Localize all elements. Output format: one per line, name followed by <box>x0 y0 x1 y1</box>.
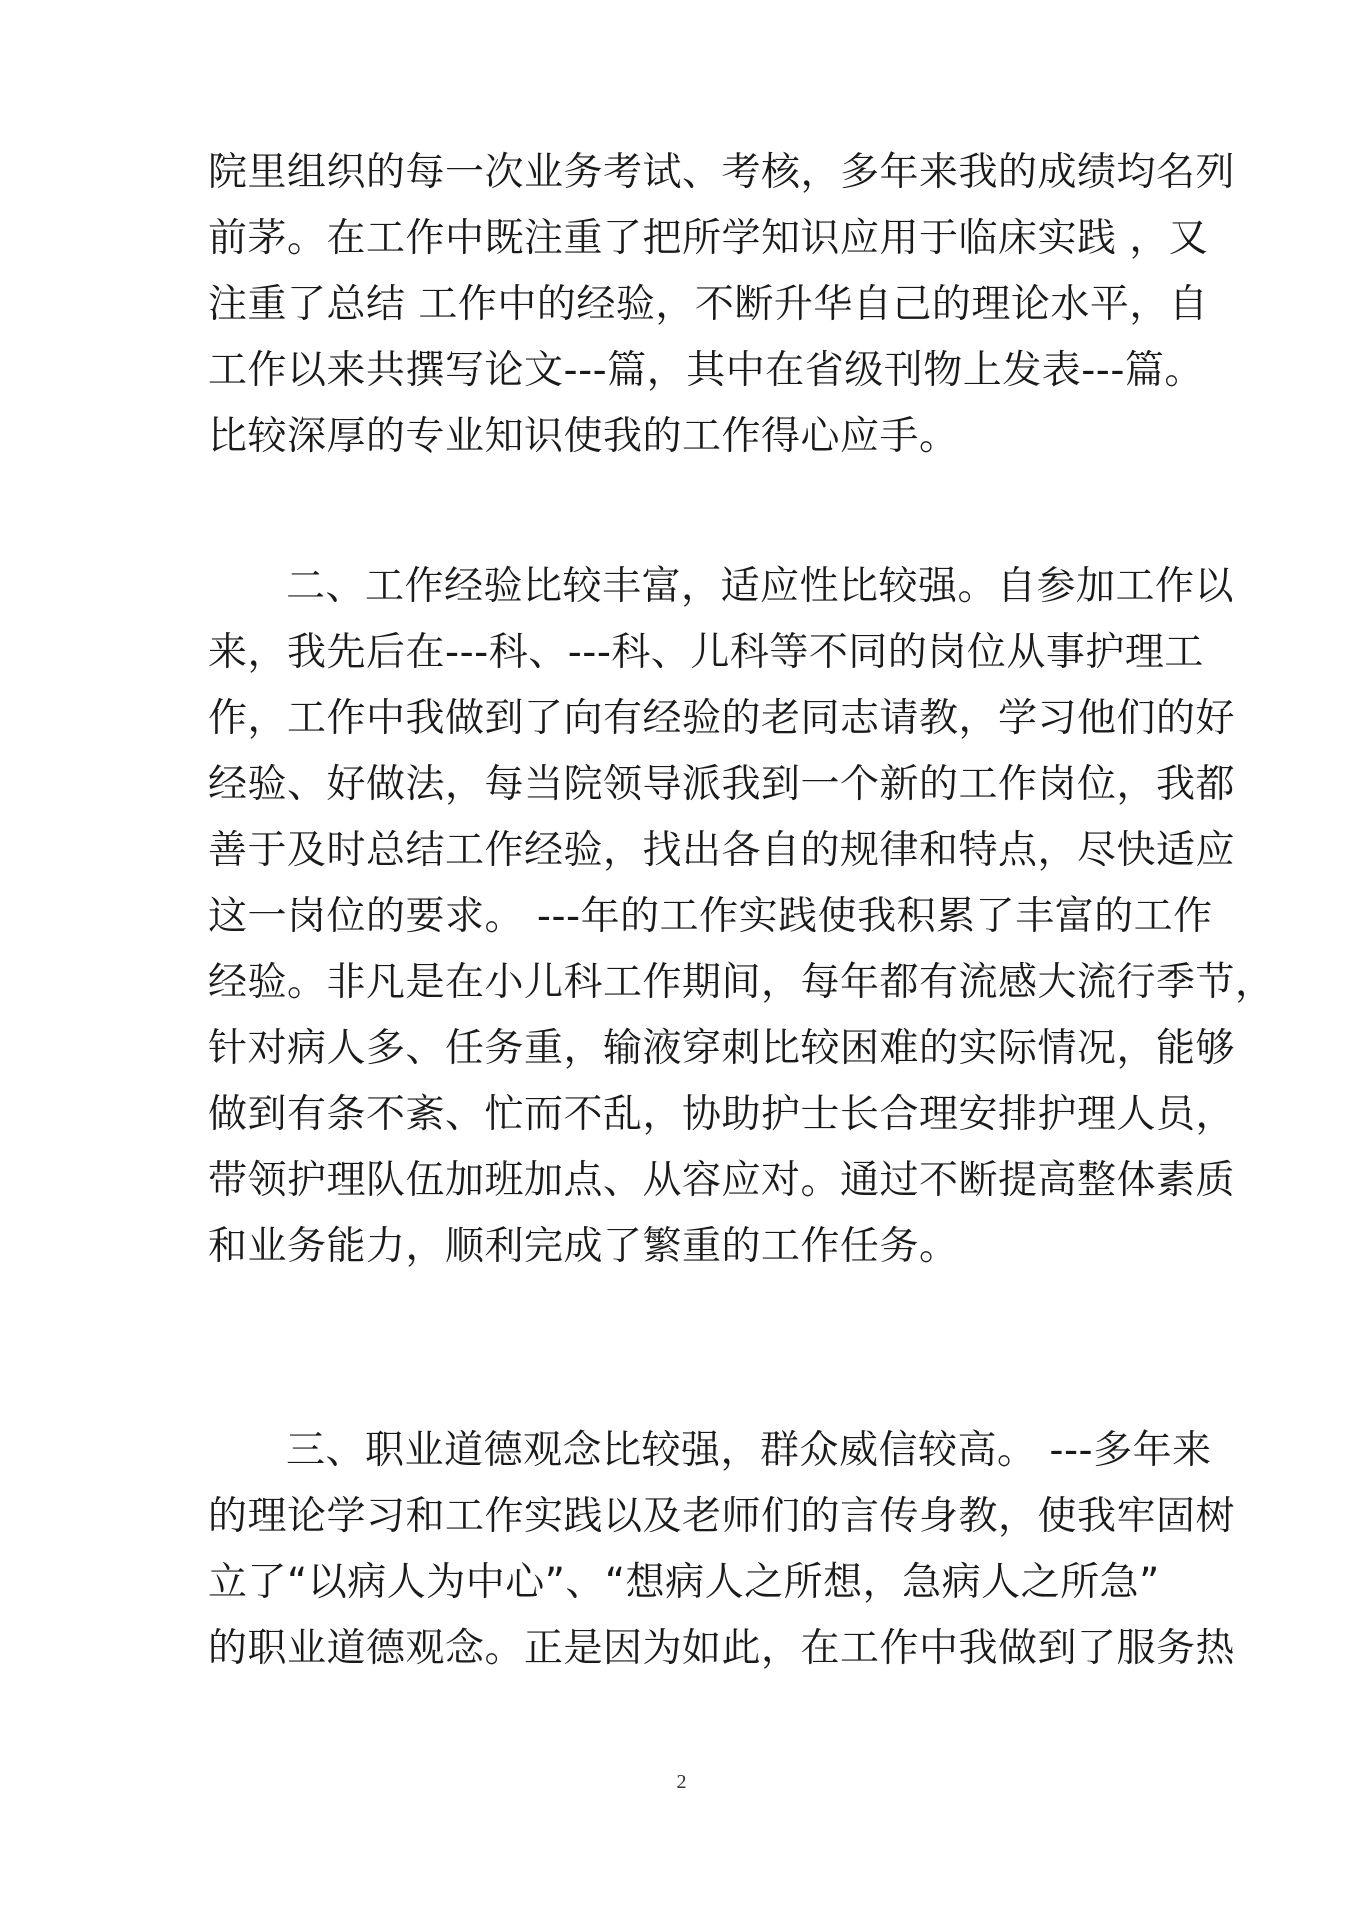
paragraph-line: 前茅。在工作中既注重了把所学知识应用于临床实践 ，又 <box>208 216 1209 261</box>
paragraph-line: 善于及时总结工作经验，找出各自的规律和特点，尽快适应 <box>208 828 1236 873</box>
paragraph-line: 针对病人多、任务重，输液穿刺比较困难的实际情况，能够 <box>208 1026 1236 1071</box>
paragraph-line: 工作以来共撰写论文---篇，其中在省级刊物上发表---篇。 <box>208 348 1204 393</box>
paragraph-line: 做到有条不紊、忙而不乱，协助护士长合理安排护理人员， <box>208 1092 1236 1137</box>
paragraph-line: 的理论学习和工作实践以及老师们的言传身教，使我牢固树 <box>208 1494 1236 1539</box>
paragraph-line: 经验。非凡是在小儿科工作期间，每年都有流感大流行季节， <box>208 960 1275 1005</box>
paragraph-line: 来，我先后在---科、---科、儿科等不同的岗位从事护理工 <box>208 630 1204 675</box>
paragraph-line: 比较深厚的专业知识使我的工作得心应手。 <box>208 414 959 459</box>
paragraph-line: 的职业道德观念。正是因为如此，在工作中我做到了服务热 <box>208 1626 1236 1671</box>
paragraph-line: 院里组织的每一次业务考试、考核，多年来我的成绩均名列 <box>208 150 1236 195</box>
paragraph-line: 经验、好做法，每当院领导派我到一个新的工作岗位，我都 <box>208 762 1236 807</box>
paragraph-line: 立了“以病人为中心”、“想病人之所想，急病人之所急” <box>208 1560 1160 1605</box>
paragraph-line: 和业务能力，顺利完成了繁重的工作任务。 <box>208 1224 959 1269</box>
paragraph-line: 三、职业道德观念比较强，群众威信较高。 ---多年来 <box>286 1428 1212 1473</box>
paragraph-line: 注重了总结 工作中的经验，不断升华自己的理论水平，自 <box>208 282 1209 327</box>
paragraph-line: 作，工作中我做到了向有经验的老同志请教，学习他们的好 <box>208 696 1236 741</box>
paragraph-line: 二、工作经验比较丰富，适应性比较强。自参加工作以 <box>286 564 1235 609</box>
page-number: 2 <box>676 1771 687 1793</box>
paragraph-line: 带领护理队伍加班加点、从容应对。通过不断提高整体素质 <box>208 1158 1236 1203</box>
paragraph-line: 这一岗位的要求。 ---年的工作实践使我积累了丰富的工作 <box>208 894 1213 939</box>
